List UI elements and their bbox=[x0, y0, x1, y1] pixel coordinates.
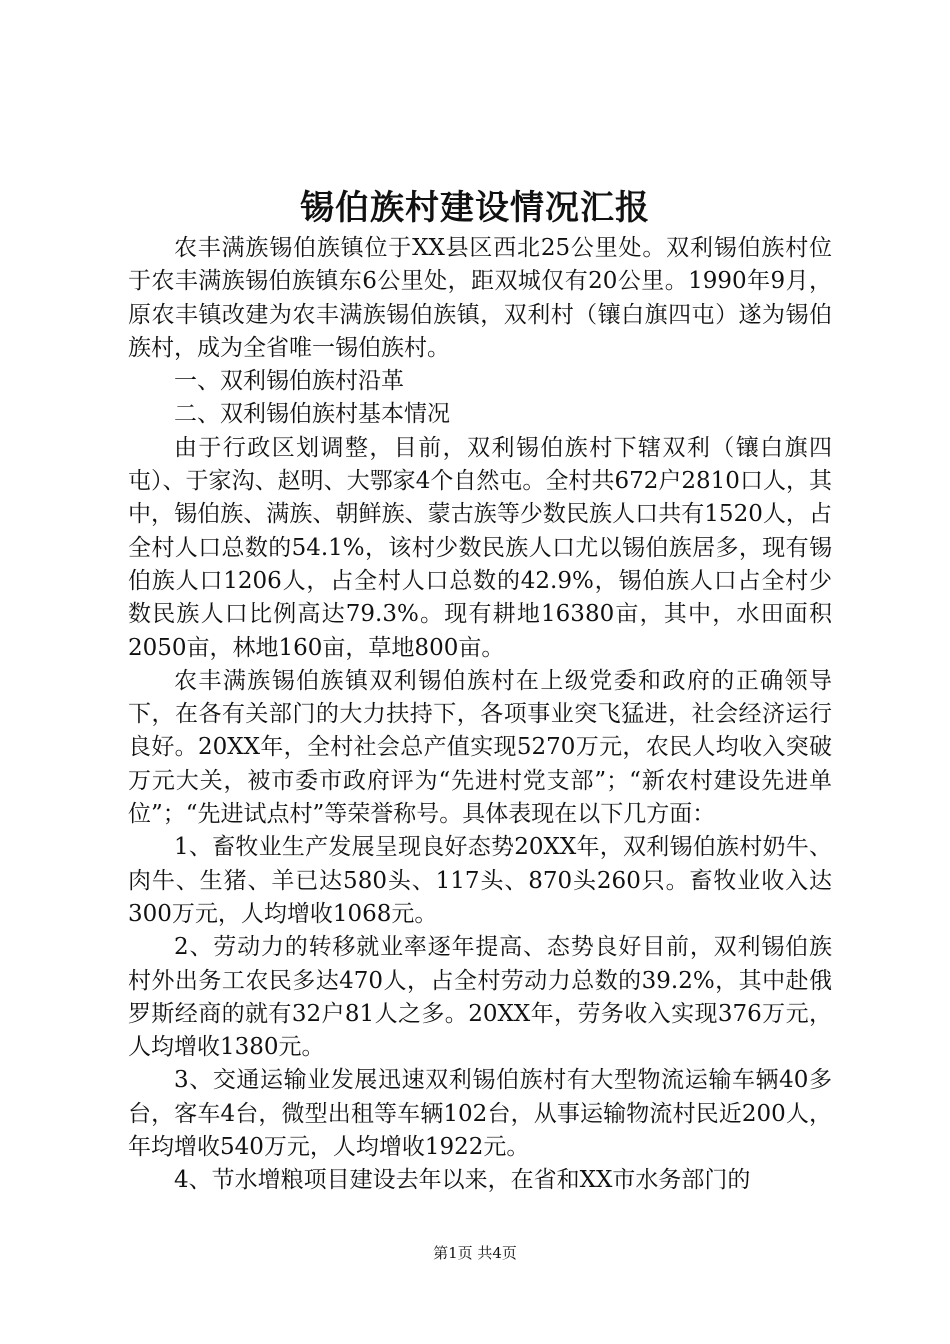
page-footer: 第1页 共4页 bbox=[433, 1244, 517, 1262]
section-heading-basic-info: 二、双利锡伯族村基本情况 bbox=[174, 401, 450, 428]
section-heading-history: 一、双利锡伯族村沿革 bbox=[174, 368, 404, 395]
paragraph-intro: 农丰满族锡伯族镇位于XX县区西北25公里处。双利锡伯族村位于农丰满族锡伯族镇东6公里处，距双城仅有20公里。1990年9月，原农丰镇改建为农丰满族锡伯族镇，双利村（镶白旗四屯）遂为锡伯族村，成为全省唯一锡伯族村。 bbox=[128, 235, 832, 361]
document-body bbox=[128, 232, 832, 1198]
paragraph-livestock: 1、畜牧业生产发展呈现良好态势20XX年，双利锡伯族村奶牛、肉牛、生猪、羊已达580头、117头、870头260只。畜牧业收入达300万元，人均增收1068元。 bbox=[128, 834, 832, 927]
paragraph-population: 由于行政区划调整，目前，双利锡伯族村下辖双利（镶白旗四屯）、于家沟、赵明、大鄂家4个自然屯。全村共672户2810口人，其中，锡伯族、满族、朝鲜族、蒙古族等少数民族人口共有1520人，占全村人口总数的54.1%，该村少数民族人口尤以锡伯族居多，现有锡伯族人口1206人，占全村人口总数的42.9%，锡伯族人口占全村少数民族人口比例高达79.3%。现有耕地16380亩，其中，水田面积2050亩，林地160亩，草地800亩。 bbox=[128, 434, 832, 661]
paragraph-transport: 3、交通运输业发展迅速双利锡伯族村有大型物流运输车辆40多台，客车4台，微型出租等车辆102台，从事运输物流村民近200人，年均增收540万元，人均增收1922元。 bbox=[128, 1067, 832, 1161]
paragraph-labor: 2、劳动力的转移就业率逐年提高、态势良好目前，双利锡伯族村外出务工农民多达470人，占全村劳动力总数的39.2%，其中赴俄罗斯经商的就有32户81人之多。20XX年，劳务收入实现376万元，人均增收1380元。 bbox=[128, 934, 832, 1061]
paragraph-achievements: 农丰满族锡伯族镇双利锡伯族村在上级党委和政府的正确领导下，在各有关部门的大力扶持下，各项事业突飞猛进，社会经济运行良好。20XX年，全村社会总产值实现5270万元，农民人均收入突破万元大关，被市委市政府评为“先进村党支部”；“新农村建设先进单位”；“先进试点村”等荣誉称号。具体表现在以下几方面： bbox=[128, 667, 832, 828]
paragraph-water-saving: 4、节水增粮项目建设去年以来，在省和XX市水务部门的 bbox=[174, 1167, 751, 1194]
document-title: 锡伯族村建设情况汇报 bbox=[300, 188, 650, 228]
